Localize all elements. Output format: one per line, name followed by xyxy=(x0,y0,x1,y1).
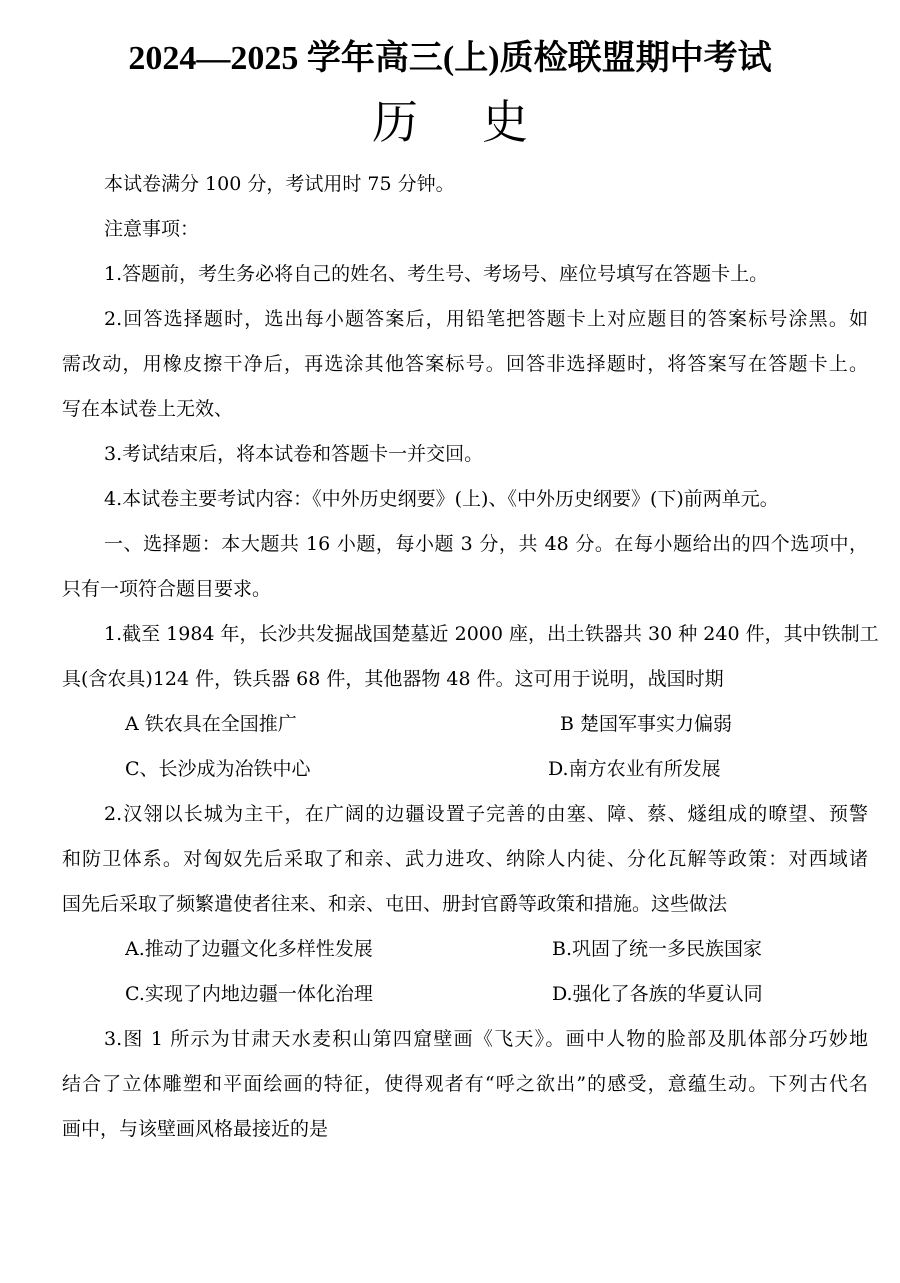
question-2-line-2: 和防卫体系。对匈奴先后采取了和亲、武力进攻、纳除人内徒、分化瓦解等政策：对西域诸 xyxy=(62,848,868,870)
question-3-line-2: 结合了立体雕塑和平面绘画的特征，使得观者有“呼之欲出”的感受，意蕴生动。下列古代名 xyxy=(62,1073,868,1095)
question-3-line-3: 画中，与该壁画风格最接近的是 xyxy=(62,1118,329,1140)
section-heading-line-1: 一、选择题：本大题共 16 小题，每小题 3 分，共 48 分。在每小题给出的四个选项中， xyxy=(104,533,868,555)
question-3-line-1: 3.图 1 所示为甘肃天水麦积山第四窟壁画《飞天》。画中人物的脸部及肌体部分巧妙地 xyxy=(104,1028,868,1050)
score-time-text: 本试卷满分 100 分，考试用时 75 分钟。 xyxy=(104,173,455,195)
question-2-line-1: 2.汉翎以长城为主干，在广阔的边疆设置子完善的由塞、障、蔡、燧组成的暸望、预警 xyxy=(104,803,868,825)
notice-item-3: 3.考试结束后，将本试卷和答题卡一并交回。 xyxy=(104,443,484,465)
question-2-option-c: C.实现了内地边疆一体化治理 xyxy=(125,983,373,1005)
question-1-option-d: D.南方农业有所发展 xyxy=(548,758,721,780)
question-2-option-a: A.推动了边疆文化多样性发展 xyxy=(125,938,373,960)
notice-item-2-line-3: 写在本试卷上无效、 xyxy=(62,398,234,420)
question-1-option-c: C、长沙成为冶铁中心 xyxy=(125,758,311,780)
section-heading-line-2: 只有一项符合题目要求。 xyxy=(62,578,272,600)
notice-item-4: 4.本试卷主要考试内容：《中外历史纲要》(上)、《中外历史纲要》(下)前两单元。 xyxy=(104,488,779,510)
notice-item-1: 1.答题前，考生务必将自己的姓名、考生号、考场号、座位号填写在答题卡上。 xyxy=(104,263,769,285)
notice-item-2-line-2: 需改动，用橡皮擦干净后，再选涂其他答案标号。回答非选择题时，将答案写在答题卡上。 xyxy=(62,353,868,375)
subject-title: 历史 xyxy=(372,95,592,149)
question-1-line-1: 1.截至 1984 年，长沙共发掘战国楚墓近 2000 座，出土铁器共 30 种 240 件，其中铁制工 xyxy=(104,623,879,645)
question-1-option-a: A 铁农具在全国推广 xyxy=(125,713,297,735)
question-1-option-b: B 楚国军事实力偏弱 xyxy=(560,713,733,735)
exam-title: 2024—2025 学年高三(上)质检联盟期中考试 xyxy=(128,40,772,77)
question-2-line-3: 国先后采取了频繁遣使者往来、和亲、屯田、册封官爵等政策和措施。这些做法 xyxy=(62,893,728,915)
question-1-line-2: 具(含农具)124 件，铁兵器 68 件，其他器物 48 件。这可用于说明，战国时期 xyxy=(62,668,724,690)
notice-title: 注意事项： xyxy=(104,218,200,240)
question-2-option-b: B.巩固了统一多民族国家 xyxy=(552,938,763,960)
question-2-option-d: D.强化了各族的华夏认同 xyxy=(552,983,763,1005)
notice-item-2-line-1: 2.回答选择题时，选出每小题答案后，用铅笔把答题卡上对应题目的答案标号涂黑。如 xyxy=(104,308,868,330)
